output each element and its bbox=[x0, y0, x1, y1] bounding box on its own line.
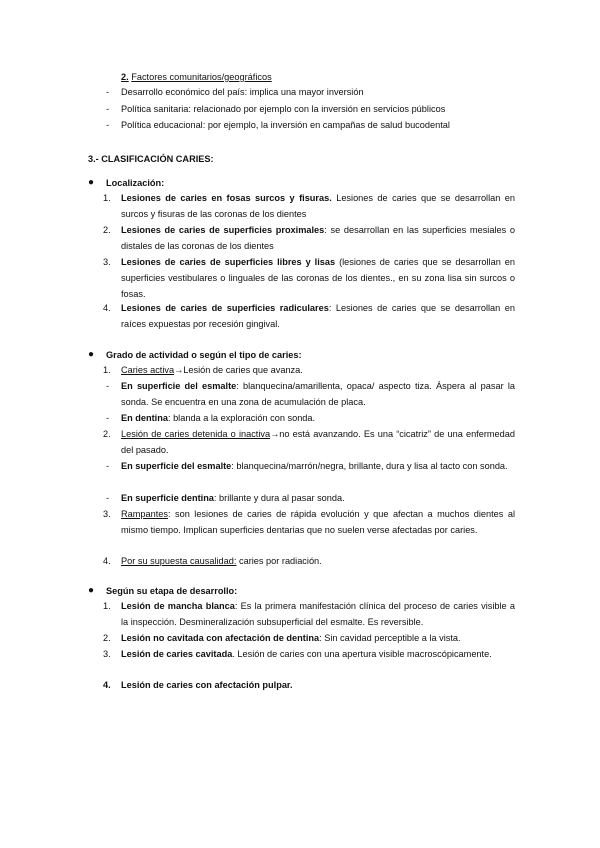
desarrollo-item bbox=[121, 677, 293, 693]
list-number: 2. bbox=[103, 225, 111, 235]
section2-heading bbox=[121, 69, 272, 85]
item-text: : Sin cavidad perceptible a la vista. bbox=[319, 633, 461, 643]
list-number: 1. bbox=[103, 365, 111, 375]
section2-item: Política educacional: por ejemplo, la inversión en campañas de salud bucodental bbox=[121, 120, 450, 130]
item-text: : blanquecina/marrón/negra, brillante, dura y lisa al tacto con sonda. bbox=[231, 461, 508, 471]
desarrollo-heading: Según su etapa de desarrollo: bbox=[106, 586, 238, 596]
dash-marker: - bbox=[106, 413, 110, 423]
section2-item: Desarrollo económico del país: implica una mayor inversión bbox=[121, 87, 364, 97]
item-text: : Es la primera manifestación clínica del proceso de caries visible a la inspección. Desmineralización subsuperficial del esmalte. Es reversible. bbox=[121, 601, 515, 627]
list-number: 4. bbox=[103, 556, 111, 566]
item-bold-text: Lesión de caries cavitada bbox=[121, 649, 233, 659]
dash-marker: - bbox=[106, 493, 110, 503]
item-bold-text: Lesión de mancha blanca bbox=[121, 601, 235, 611]
item-text: : Lesiones de caries que se desarrollan en raíces expuestas por recesión gingival. bbox=[121, 303, 515, 329]
item-bold-text: En dentina bbox=[121, 413, 168, 423]
item-text: . Lesión de caries con una apertura visible macroscópicamente. bbox=[232, 649, 492, 659]
localizacion-item bbox=[121, 254, 515, 302]
bullet-icon: ● bbox=[88, 177, 95, 188]
item-bold-text: Lesiones de caries de superficies proximales bbox=[121, 225, 325, 235]
item-underlined-text: Lesión de caries detenida o inactiva bbox=[121, 429, 271, 439]
item-text: : se desarrollan en las superficies mesiales o distales de las coronas de los dientes bbox=[121, 225, 515, 251]
item-text: (lesiones de caries que se desarrollan en superficies vestibulares o linguales de las coronas de los dientes., en su zona lisa sin surcos o fosas. bbox=[121, 257, 515, 299]
actividad-heading: Grado de actividad o según el tipo de caries: bbox=[106, 350, 302, 360]
dash-marker: - bbox=[106, 87, 110, 97]
item-bold-text: Lesiones de caries en fosas surcos y fisuras. bbox=[121, 193, 332, 203]
item-underlined-text: Caries activa bbox=[121, 365, 175, 375]
item-underlined-text: Rampantes bbox=[121, 509, 168, 519]
localizacion-item bbox=[121, 222, 515, 254]
item-bold-text: Lesión de caries con afectación pulpar. bbox=[121, 680, 293, 690]
localizacion-heading: Localización: bbox=[106, 178, 165, 188]
item-bold-text: Lesiones de caries de superficies radiculares bbox=[121, 303, 329, 313]
item-text: Lesiones de caries que se desarrollan en surcos y fisuras de las coronas de los dientes bbox=[121, 193, 515, 219]
actividad-item-causalidad bbox=[121, 553, 322, 569]
bullet-icon: ● bbox=[88, 349, 95, 360]
list-number: 4. bbox=[103, 303, 111, 313]
list-number: 1. bbox=[103, 193, 111, 203]
item-underlined-text: Por su supuesta causalidad: bbox=[121, 556, 237, 566]
list-number: 2. bbox=[103, 429, 111, 439]
list-number: 3. bbox=[103, 257, 111, 267]
actividad-item-caries-activa bbox=[121, 362, 303, 378]
list-number: 3. bbox=[103, 649, 111, 659]
section2-item: Política sanitaria: relacionado por ejemplo con la inversión en servicios públicos bbox=[121, 104, 446, 114]
actividad-item-rampantes bbox=[121, 506, 515, 538]
actividad-item-inactiva bbox=[121, 426, 515, 458]
actividad-subitem bbox=[121, 458, 515, 474]
dash-marker: - bbox=[106, 461, 110, 471]
item-text: : blanquecina/amarillenta, opaca/ aspecto tiza. Áspera al pasar la sonda. Se encuentra en una zona de acumulación de placa. bbox=[121, 381, 516, 407]
list-number: 3. bbox=[103, 509, 111, 519]
item-text: : brillante y dura al pasar sonda. bbox=[213, 493, 345, 503]
actividad-subitem bbox=[121, 410, 315, 426]
list-number: 2. bbox=[103, 633, 111, 643]
desarrollo-item bbox=[121, 646, 515, 662]
section3-title: 3.- CLASIFICACIÓN CARIES: bbox=[88, 154, 214, 164]
item-text: : son lesiones de caries de rápida evolución y que afectan a muchos dientes al mismo tiempo. Implican superficies dentarias que no suelen verse afectadas por caries. bbox=[121, 509, 515, 535]
item-text: →no está avanzando. Es una “cicatriz” de una enfermedad del pasado. bbox=[121, 429, 515, 455]
list-number: 4. bbox=[103, 680, 111, 690]
dash-marker: - bbox=[106, 104, 110, 114]
localizacion-item bbox=[121, 190, 515, 222]
list-number: 1. bbox=[103, 601, 111, 611]
item-bold-text: En superficie dentina bbox=[121, 493, 214, 503]
item-bold-text: En superficie del esmalte bbox=[121, 461, 232, 471]
actividad-subitem bbox=[121, 378, 515, 410]
localizacion-item bbox=[121, 300, 515, 332]
item-bold-text: Lesiones de caries de superficies libres y lisas bbox=[121, 257, 336, 267]
desarrollo-item bbox=[121, 630, 461, 646]
item-text: caries por radiación. bbox=[236, 556, 322, 566]
bullet-icon: ● bbox=[88, 585, 95, 596]
desarrollo-item bbox=[121, 598, 515, 630]
item-bold-text: Lesión no cavitada con afectación de dentina bbox=[121, 633, 320, 643]
actividad-subitem bbox=[121, 490, 345, 506]
dash-marker: - bbox=[106, 381, 110, 391]
section2-heading-number: 2. bbox=[121, 72, 129, 82]
item-bold-text: En superficie del esmalte bbox=[121, 381, 237, 391]
item-text: : blanda a la exploración con sonda. bbox=[167, 413, 316, 423]
section2-heading-text: Factores comunitarios/geográficos bbox=[131, 72, 272, 82]
dash-marker: - bbox=[106, 120, 110, 130]
item-text: →Lesión de caries que avanza. bbox=[174, 365, 303, 375]
